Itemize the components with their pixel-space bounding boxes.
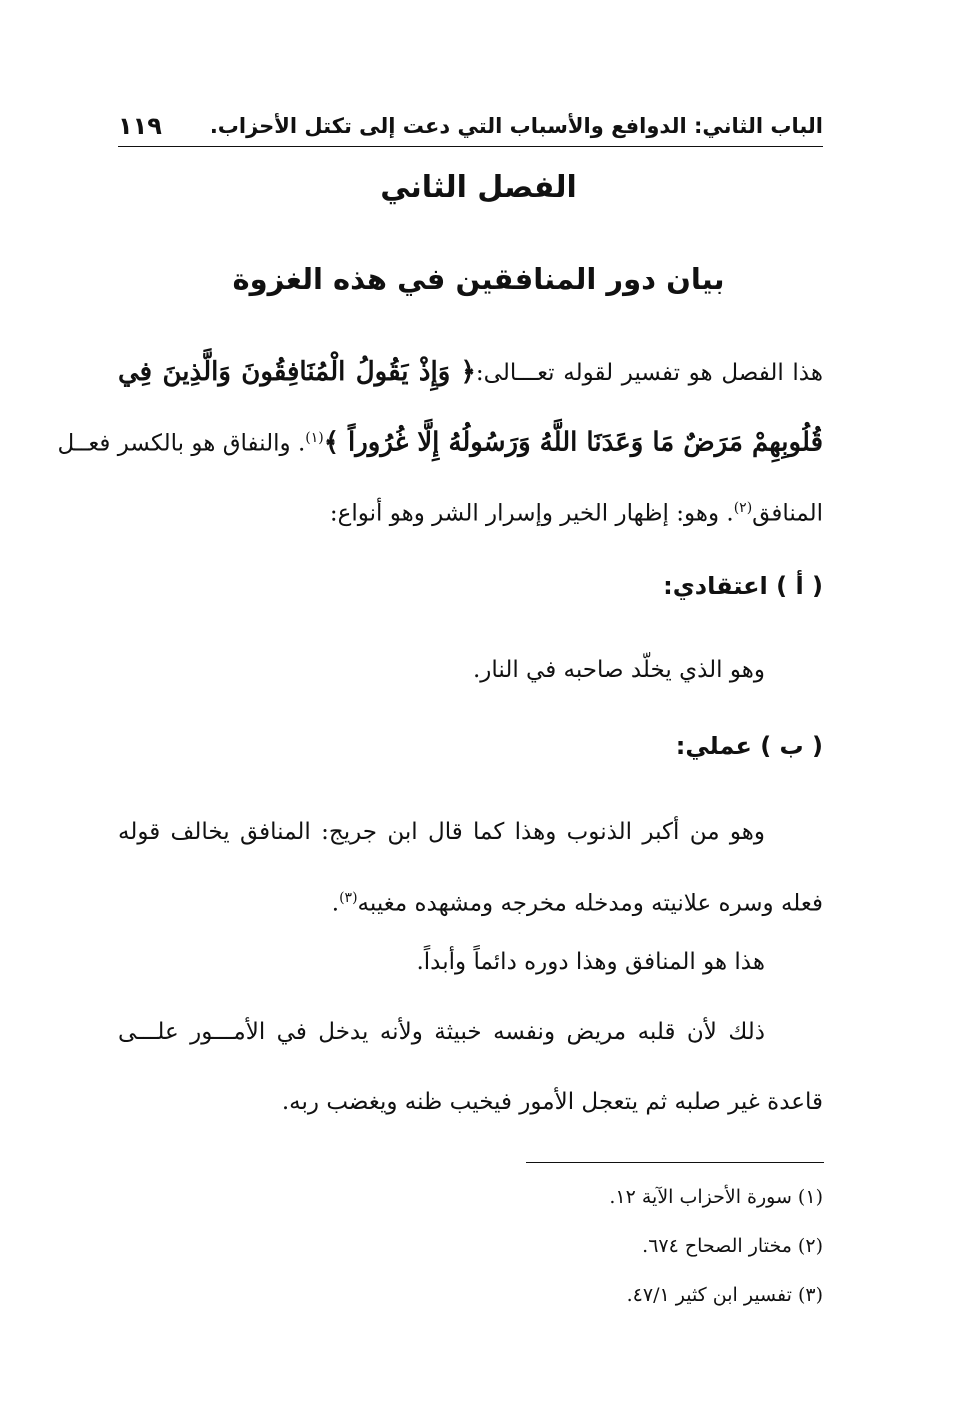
type-b-line-2-text: فعله وسره علانيته ومدخله مخرجه ومشهده مغيبه [357,890,823,917]
type-b-line-2-end: . [331,890,340,917]
type-b-line-4: ذلك لأن قلبه مريض ونفسه خبيثة ولأنه يدخل في الأمـــور علـــى [118,1019,765,1045]
running-header [118,112,823,146]
footnote-1: (١) سورة الأحزاب الآية ١٢. [609,1186,823,1208]
type-b-line-2 [332,878,823,924]
type-a-heading: ( أ ) اعتقادي: [663,572,823,600]
quran-verse-part-2: قُلُوبِهِمْ مَرَضٌ مَا وَعَدَنَا اللَّهُ وَرَسُولُهُ إِلَّا غُرُوراً ﴾ [323,427,823,458]
type-b-line-3: هذا هو المنافق وهذا دوره دائماً وأبداً. [416,949,765,975]
footnote-2: (٢) مختار الصحاح ٦٧٤. [642,1235,823,1257]
type-b-heading: ( ب ) عملي: [675,732,823,760]
footnote-marker-1: (١) [305,430,324,446]
intro-line-1 [118,352,823,393]
intro-line-2-text: . والنفاق هو بالكسر فعــل [57,430,306,457]
intro-line-1-text: هذا الفصل هو تفسير لقوله تعـــالى: [475,360,823,386]
intro-line-3-text: . وهو: إظهار الخير وإسرار الشر وهو أنواع: [329,500,734,527]
quran-verse-part-1: ﴿ وَإِذْ يَقُولُ الْمُنَافِقُونَ وَالَّذِينَ فِي [118,357,476,387]
header-rule [118,146,823,147]
intro-line-3 [330,488,823,534]
type-a-text: وهو الذي يخلّد صاحبه في النار. [472,657,765,683]
intro-line-3-start: المنافق [752,500,823,527]
footnote-marker-3: (٣) [339,890,358,906]
section-title: بيان دور المنافقين في هذه الغزوة [232,262,725,296]
type-b-line-1: وهو من أكبر الذنوب وهذا كما قال ابن جريج: المنافق يخالف قوله [118,819,765,845]
chapter-title: الفصل الثاني [380,170,577,205]
footnote-marker-2: (٢) [733,500,753,516]
footnote-rule [526,1162,824,1163]
intro-line-2 [57,418,823,464]
page-number: ١١٩ [118,112,162,140]
header-title: الباب الثاني: الدوافع والأسباب التي دعت إلى تكتل الأحزاب. [209,114,823,138]
footnote-3: (٣) تفسير ابن كثير ٤٧/١. [626,1284,823,1306]
type-b-line-5: قاعدة غير صلبه ثم يتعجل الأمور فيخيب ظنه ويغضب ربه. [281,1089,823,1115]
